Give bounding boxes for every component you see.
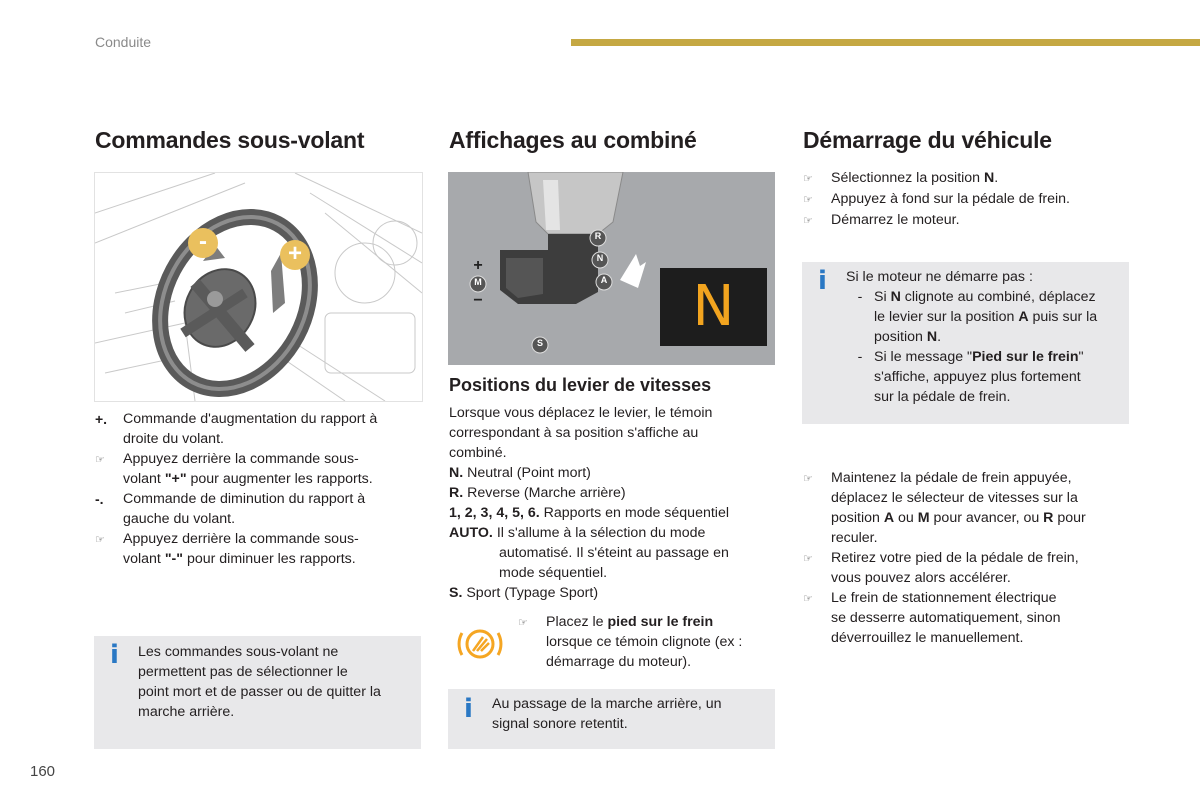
list-item: ☞ Appuyez à fond sur la pédale de frein.: [803, 189, 1133, 210]
list-item: [95, 409, 425, 449]
gear-a-icon: A: [600, 275, 608, 285]
list-line: volant "+" pour augmenter les rapports.: [123, 471, 373, 487]
info-icon: i: [110, 640, 119, 670]
col1-info-box: [94, 636, 421, 749]
steering-wheel-figure: [94, 172, 423, 402]
bullet-hand-icon: ☞: [803, 593, 813, 605]
list-line: Appuyez derrière la commande sous-: [123, 451, 359, 467]
info-text: Si le moteur ne démarre pas : - Si N clignote au combiné, déplacez le levier sur la position A puis sur la position N. - Si le message "Pied sur le frein" s'affiche, appuyez plus fortement sur la pédale de frein.: [846, 269, 1098, 405]
gear-m-icon: M: [474, 277, 482, 287]
header-accent-bar: [571, 39, 1200, 46]
paddle-minus-label: -: [199, 228, 207, 255]
list-item: [95, 489, 425, 529]
col2-subtitle: Positions du levier de vitesses: [449, 375, 712, 395]
gear-plus-icon: +: [473, 257, 483, 274]
bullet-hand-icon: ☞: [95, 534, 105, 546]
position-r: R. Reverse (Marche arrière): [449, 485, 626, 501]
info-text: Au passage de la marche arrière, un signal sonore retentit.: [492, 696, 722, 732]
section-label: Conduite: [95, 34, 152, 50]
position-sequential: 1, 2, 3, 4, 5, 6. Rapports en mode séquentiel: [449, 505, 729, 521]
body-line: correspondant à sa position s'affiche au: [449, 425, 699, 441]
position-auto: AUTO. Il s'allume à la sélection du mode: [449, 525, 706, 541]
col3-info-box: [802, 262, 1129, 424]
list-line: Commande de diminution du rapport à: [123, 491, 366, 507]
position-n: N. Neutral (Point mort): [449, 465, 591, 481]
bullet-hand-icon: ☞: [803, 553, 813, 565]
col3-steps: [803, 168, 1133, 231]
position-sport: S. Sport (Typage Sport): [449, 585, 599, 601]
display-gear-letter: N: [692, 274, 735, 339]
gear-n-icon: N: [596, 253, 604, 263]
body-line: Lorsque vous déplacez le levier, le témoin: [449, 405, 713, 421]
brake-warning-icon: [455, 625, 505, 663]
list-line: Appuyez derrière la commande sous-: [123, 531, 359, 547]
list-marker: +.: [95, 411, 108, 427]
page-number: 160: [30, 763, 56, 780]
gear-minus-icon: −: [473, 292, 483, 309]
bullet-hand-icon: ☞: [803, 194, 813, 206]
bullet-hand-icon: ☞: [803, 473, 813, 485]
list-marker: -.: [95, 491, 104, 507]
steering-wheel-illustration: [95, 173, 422, 401]
list-item: ☞ Démarrez le moteur.: [803, 210, 1133, 231]
info-text: Les commandes sous-volant ne permettent pas de sélectionner le point mort et de passer ou de quitter la marche arrière.: [138, 644, 381, 720]
gear-s-icon: S: [536, 338, 543, 348]
list-item: ☞ Maintenez la pédale de frein appuyée, déplacez le sélecteur de vitesses sur la position A ou M pour avancer, ou R pour reculer.: [803, 470, 1086, 546]
bullet-hand-icon: ☞: [95, 454, 105, 466]
list-item: ☞ Sélectionnez la position N.: [803, 168, 1133, 189]
body-line: combiné.: [449, 445, 507, 461]
brake-instruction: ☞ Placez le pied sur le frein lorsque ce témoin clignote (ex : démarrage du moteur).: [518, 614, 743, 670]
list-line: Commande d'augmentation du rapport à: [123, 411, 378, 427]
list-item: [95, 529, 425, 569]
col2-info-box: [448, 689, 775, 749]
paddle-plus-label: +: [288, 240, 303, 267]
col2-body: [449, 403, 779, 603]
bullet-hand-icon: ☞: [803, 173, 813, 185]
col2-title: Affichages au combiné: [449, 127, 697, 153]
list-item: ☞ Le frein de stationnement électrique se desserre automatiquement, sinon déverrouillez le manuellement.: [803, 590, 1061, 646]
bullet-hand-icon: ☞: [803, 215, 813, 227]
list-line: volant "-" pour diminuer les rapports.: [123, 551, 356, 567]
list-line: gauche du volant.: [123, 511, 236, 527]
list-item: [95, 449, 425, 489]
info-icon: i: [818, 266, 827, 296]
body-line: automatisé. Il s'éteint au passage en: [499, 545, 729, 561]
list-item: ☞ Retirez votre pied de la pédale de frein, vous pouvez alors accélérer.: [803, 550, 1079, 586]
list-line: droite du volant.: [123, 431, 224, 447]
col3-steps-2: [803, 468, 1133, 648]
gear-lever-figure: [448, 172, 775, 365]
col3-title: Démarrage du véhicule: [803, 127, 1052, 153]
bullet-hand-icon: ☞: [518, 617, 528, 629]
col1-list: [95, 409, 425, 569]
body-line: mode séquentiel.: [499, 565, 608, 581]
col1-title: Commandes sous-volant: [95, 127, 365, 153]
gear-r-icon: R: [594, 231, 602, 241]
info-icon: i: [464, 694, 473, 724]
